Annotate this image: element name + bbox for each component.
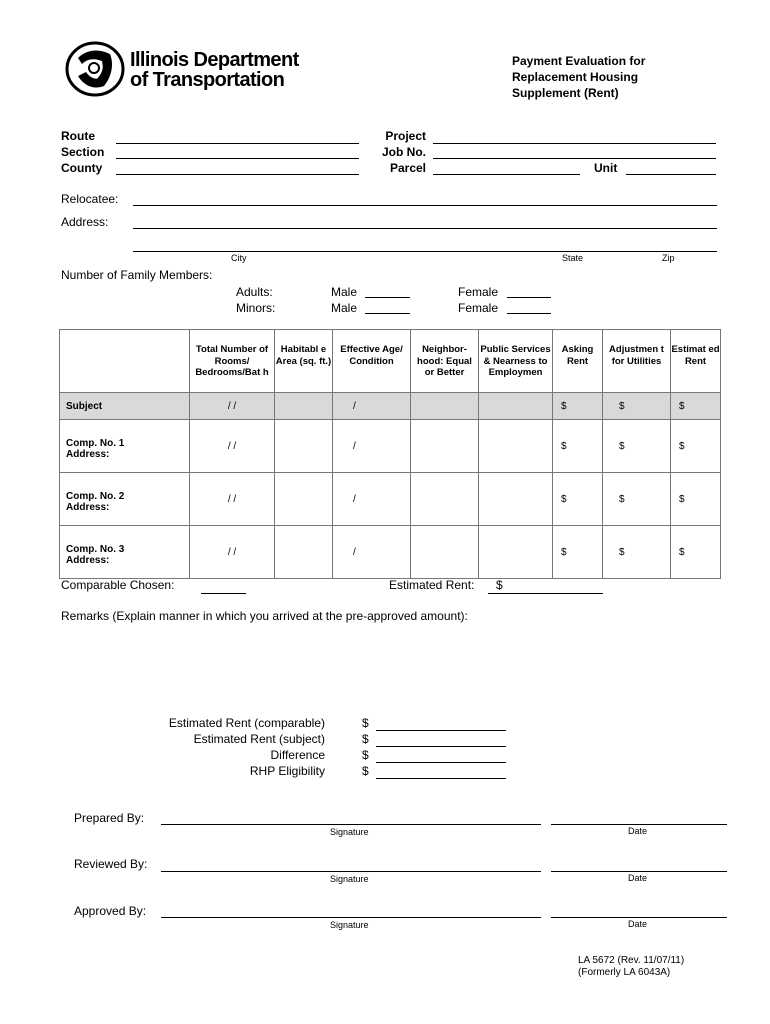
asking-rent-cell[interactable]: $: [553, 420, 603, 473]
estimated-rent-dollar: $: [496, 578, 503, 592]
unit-field[interactable]: [626, 174, 716, 175]
table-header: Effective Age/ Condition: [333, 330, 411, 393]
table-row-subject: [60, 393, 721, 420]
table-header: Total Number of Rooms/ Bedrooms/Bat h: [190, 330, 275, 393]
row-label-line1: Comp. No. 3: [66, 544, 125, 555]
form-title-line3: Supplement (Rent): [512, 86, 619, 100]
reviewed-by-label: Reviewed By:: [74, 857, 148, 871]
reviewed-by-signature-field[interactable]: [161, 871, 541, 872]
date-caption: Date: [628, 873, 648, 883]
summary-dollar: $: [362, 748, 369, 762]
route-field[interactable]: [116, 143, 359, 144]
rooms-cell[interactable]: / /: [190, 473, 275, 526]
parcel-label: Parcel: [389, 161, 426, 175]
reviewed-by-date-field[interactable]: [551, 871, 727, 872]
row-label-line2: Address:: [66, 502, 110, 513]
formerly-number: (Formerly LA 6043A): [578, 967, 671, 978]
comparable-chosen-field[interactable]: [201, 593, 246, 594]
table-header: Estimat ed Rent: [671, 330, 721, 393]
summary-field-difference[interactable]: [376, 762, 506, 763]
form-number: LA 5672 (Rev. 11/07/11): [578, 955, 685, 966]
parcel-field[interactable]: [433, 174, 580, 175]
utilities-cell[interactable]: $: [603, 420, 671, 473]
table-header: Neighbor- hood: Equal or Better: [411, 330, 479, 393]
signature-caption: Signature: [330, 920, 369, 930]
project-label: Project: [385, 129, 426, 143]
adults-label: Adults:: [236, 285, 273, 299]
job-no-field[interactable]: [433, 158, 716, 159]
asking-rent-cell[interactable]: $: [553, 393, 603, 420]
adults-male-field[interactable]: [365, 297, 410, 298]
rooms-cell[interactable]: / /: [190, 526, 275, 579]
row-label-line2: Address:: [66, 449, 110, 460]
estimated-rent-cell[interactable]: $: [671, 473, 721, 526]
relocatee-field[interactable]: [133, 205, 717, 206]
table-row-comp-2: [60, 473, 721, 526]
row-label-line1: Comp. No. 2: [66, 491, 125, 502]
address-label: Address:: [61, 215, 109, 229]
utilities-cell[interactable]: $: [603, 473, 671, 526]
agency-name-line2: of Transportation: [130, 69, 285, 91]
comparables-table: [59, 329, 721, 579]
rooms-cell[interactable]: / /: [190, 420, 275, 473]
row-label-line2: Address:: [66, 555, 110, 566]
address-city-field[interactable]: [133, 251, 717, 252]
remarks-label: Remarks (Explain manner in which you arrived at the pre-approved amount):: [61, 609, 468, 623]
idot-logo: [64, 36, 126, 98]
approved-by-signature-field[interactable]: [161, 917, 541, 918]
adults-male-label: Male: [331, 285, 358, 299]
table-header: [60, 330, 190, 393]
summary-field-subject[interactable]: [376, 746, 506, 747]
summary-label-difference: Difference: [270, 748, 325, 762]
minors-male-label: Male: [331, 301, 358, 315]
family-members-label: Number of Family Members:: [61, 268, 213, 282]
table-header: Public Services & Nearness to Employmen: [479, 330, 553, 393]
asking-rent-cell[interactable]: $: [553, 473, 603, 526]
form-title-line2: Replacement Housing: [512, 70, 639, 84]
table-header: Adjustmen t for Utilities: [603, 330, 671, 393]
summary-label-subject: Estimated Rent (subject): [193, 732, 325, 746]
table-header-row: [60, 330, 721, 393]
area-cell[interactable]: [275, 526, 333, 579]
summary-dollar: $: [362, 716, 369, 730]
age-cell[interactable]: /: [333, 420, 411, 473]
neighborhood-cell[interactable]: [411, 526, 479, 579]
utilities-cell[interactable]: $: [603, 526, 671, 579]
job-no-label: Job No.: [382, 145, 426, 159]
summary-dollar: $: [362, 732, 369, 746]
estimated-rent-cell[interactable]: $: [671, 393, 721, 420]
neighborhood-cell[interactable]: [411, 420, 479, 473]
minors-label: Minors:: [236, 301, 276, 315]
project-field[interactable]: [433, 143, 716, 144]
adults-female-field[interactable]: [507, 297, 551, 298]
area-cell[interactable]: [275, 473, 333, 526]
agency-name-line1: Illinois Department: [130, 49, 299, 71]
summary-dollar: $: [362, 764, 369, 778]
county-label: County: [61, 161, 103, 175]
services-cell[interactable]: [479, 526, 553, 579]
signature-caption: Signature: [330, 874, 369, 884]
rooms-cell[interactable]: / /: [190, 393, 275, 420]
prepared-by-date-field[interactable]: [551, 824, 727, 825]
form-title-line1: Payment Evaluation for: [512, 54, 646, 68]
estimated-rent-cell[interactable]: $: [671, 420, 721, 473]
summary-field-comparable[interactable]: [376, 730, 506, 731]
asking-rent-cell[interactable]: $: [553, 526, 603, 579]
neighborhood-cell[interactable]: [411, 393, 479, 420]
form-title: [512, 53, 645, 101]
age-cell[interactable]: /: [333, 526, 411, 579]
row-label: Subject: [60, 393, 190, 420]
county-field[interactable]: [116, 174, 359, 175]
comparable-chosen-label: Comparable Chosen:: [61, 578, 175, 592]
age-cell[interactable]: /: [333, 393, 411, 420]
minors-female-label: Female: [458, 301, 499, 315]
table-header: Asking Rent: [553, 330, 603, 393]
address-field[interactable]: [133, 228, 717, 229]
prepared-by-label: Prepared By:: [74, 811, 145, 825]
zip-caption: Zip: [662, 253, 675, 263]
prepared-by-signature-field[interactable]: [161, 824, 541, 825]
signature-caption: Signature: [330, 827, 369, 837]
table-row-comp-1: [60, 420, 721, 473]
services-cell[interactable]: [479, 393, 553, 420]
summary-label-rhp: RHP Eligibility: [249, 764, 325, 778]
area-cell[interactable]: [275, 420, 333, 473]
row-label: [60, 526, 190, 579]
table-header: Habitabl e Area (sq. ft.): [275, 330, 333, 393]
services-cell[interactable]: [479, 473, 553, 526]
estimated-rent-field[interactable]: [488, 593, 603, 594]
relocatee-label: Relocatee:: [61, 192, 119, 206]
state-caption: State: [562, 253, 584, 263]
summary-label-comparable: Estimated Rent (comparable): [168, 716, 325, 730]
date-caption: Date: [628, 919, 648, 929]
neighborhood-cell[interactable]: [411, 473, 479, 526]
date-caption: Date: [628, 826, 648, 836]
idot-logo-icon: [64, 36, 126, 98]
area-cell[interactable]: [275, 393, 333, 420]
minors-male-field[interactable]: [365, 313, 410, 314]
approved-by-label: Approved By:: [74, 904, 147, 918]
services-cell[interactable]: [479, 420, 553, 473]
row-label: [60, 420, 190, 473]
summary-field-rhp[interactable]: [376, 778, 506, 779]
minors-female-field[interactable]: [507, 313, 551, 314]
table-row-comp-3: [60, 526, 721, 579]
utilities-cell[interactable]: $: [603, 393, 671, 420]
section-field[interactable]: [116, 158, 359, 159]
section-label: Section: [61, 145, 105, 159]
route-label: Route: [61, 129, 95, 143]
estimated-rent-label: Estimated Rent:: [389, 578, 475, 592]
row-label-line1: Comp. No. 1: [66, 438, 125, 449]
adults-female-label: Female: [458, 285, 499, 299]
estimated-rent-cell[interactable]: $: [671, 526, 721, 579]
unit-label: Unit: [594, 161, 618, 175]
age-cell[interactable]: /: [333, 473, 411, 526]
city-caption: City: [231, 253, 247, 263]
approved-by-date-field[interactable]: [551, 917, 727, 918]
row-label: [60, 473, 190, 526]
